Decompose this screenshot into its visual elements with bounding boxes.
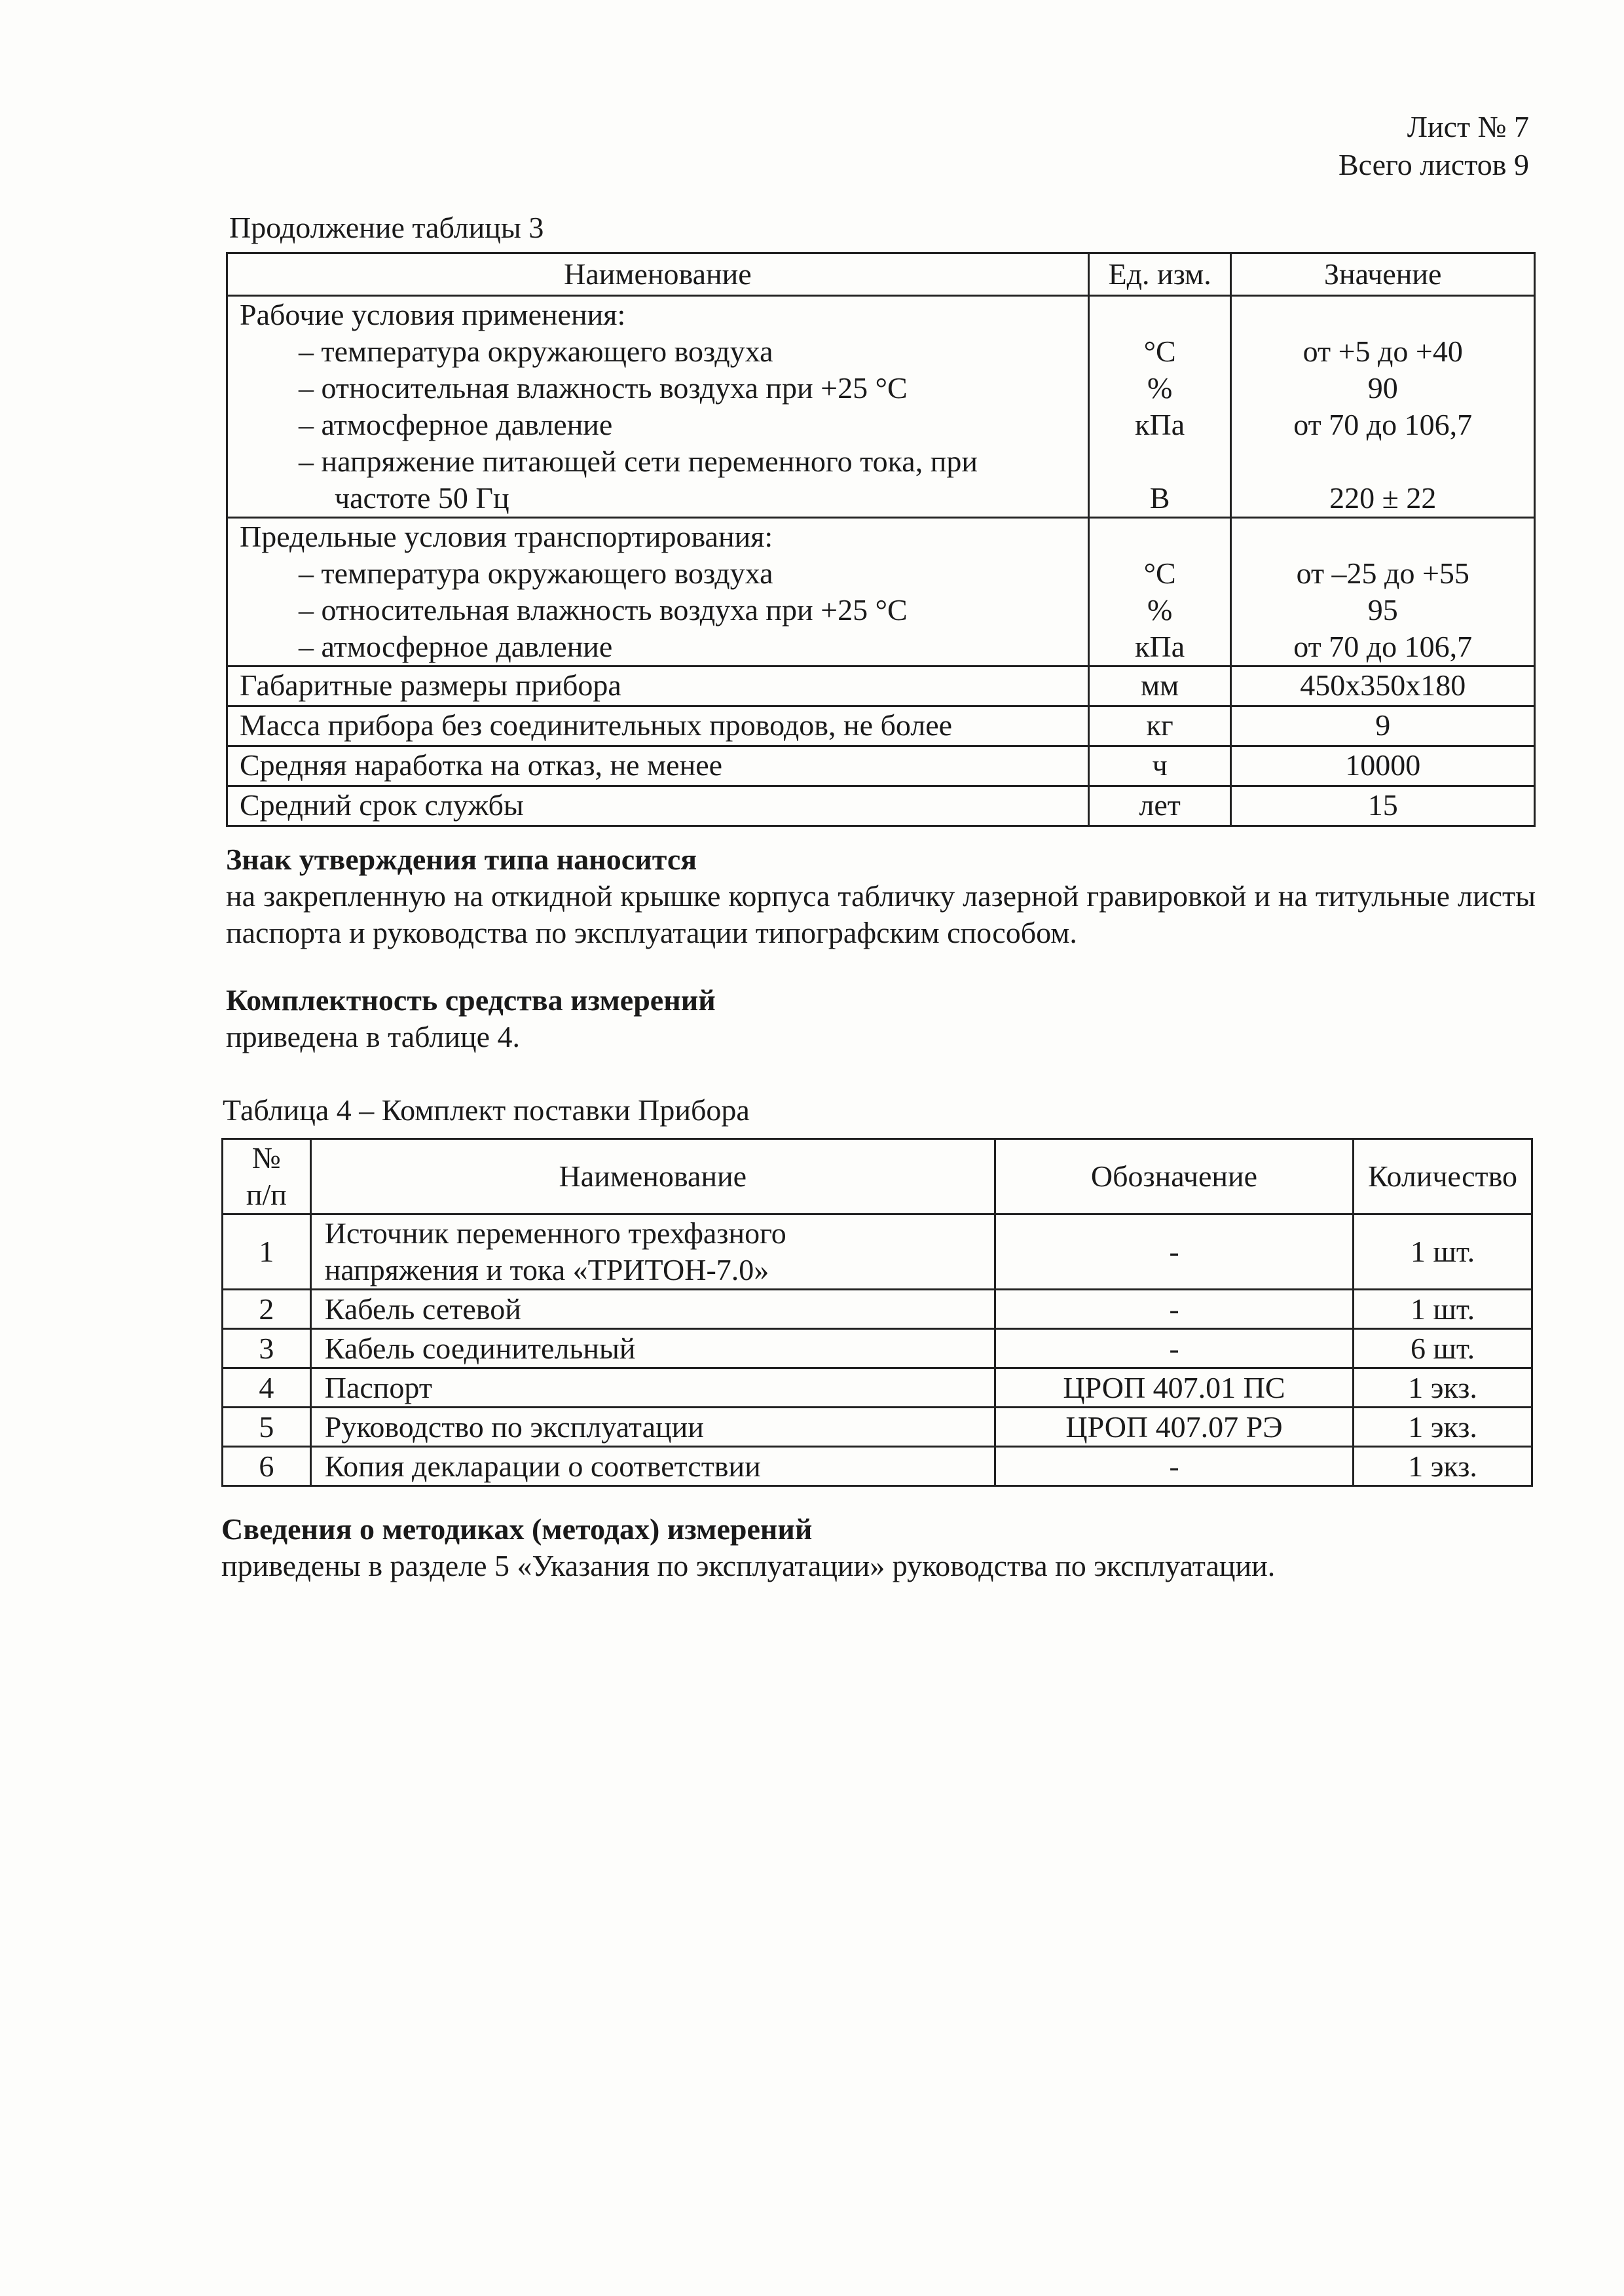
- row-value: 9: [1231, 706, 1535, 746]
- sheet-info: [1338, 108, 1529, 184]
- row-value: 15: [1231, 786, 1535, 826]
- table3-group-transport: [227, 518, 1535, 666]
- item-name: – атмосферное давление: [299, 408, 613, 441]
- row-designation: -: [995, 1329, 1353, 1368]
- table4-header-num: [223, 1139, 311, 1214]
- sheet-total: Всего листов 9: [1338, 148, 1529, 181]
- row-value: 10000: [1231, 746, 1535, 786]
- table4-header-designation: Обозначение: [995, 1139, 1353, 1214]
- item-unit: %: [1147, 593, 1173, 627]
- row-name: Средняя наработка на отказ, не менее: [227, 746, 1089, 786]
- table-row: [223, 1290, 1532, 1329]
- item-value: 95: [1367, 593, 1398, 627]
- item-unit: В: [1149, 481, 1170, 515]
- header-num-line: п/п: [246, 1178, 287, 1211]
- item-name: – температура окружающего воздуха: [299, 335, 773, 368]
- row-num: 4: [223, 1368, 311, 1408]
- group-title: Предельные условия транспортирования:: [240, 520, 773, 553]
- header-num-line: №: [251, 1141, 281, 1175]
- item-unit: кПа: [1135, 630, 1185, 663]
- table-row: [223, 1368, 1532, 1408]
- row-name-line: Источник переменного трехфазного: [324, 1216, 786, 1250]
- row-qty: 1 экз.: [1354, 1408, 1532, 1447]
- table4: [221, 1138, 1533, 1487]
- table3-caption: Продолжение таблицы 3: [229, 211, 544, 244]
- table-row: [227, 666, 1535, 706]
- row-value: 450х350х180: [1231, 666, 1535, 706]
- section-type-approval-mark: [226, 841, 1536, 951]
- row-designation: -: [995, 1290, 1353, 1329]
- row-qty: 1 экз.: [1354, 1368, 1532, 1408]
- row-designation: -: [995, 1447, 1353, 1486]
- row-qty: 1 шт.: [1354, 1290, 1532, 1329]
- table3-header-name: Наименование: [227, 253, 1089, 296]
- table4-header-row: [223, 1139, 1532, 1214]
- section-text: приведена в таблице 4.: [226, 1020, 521, 1053]
- table4-header-qty: Количество: [1354, 1139, 1532, 1214]
- sheet-number: Лист № 7: [1407, 110, 1529, 143]
- group-title: Рабочие условия применения:: [240, 298, 626, 331]
- row-name: Паспорт: [310, 1368, 995, 1408]
- group-transport-names: [227, 518, 1089, 666]
- row-qty: 1 шт.: [1354, 1214, 1532, 1290]
- section-heading: Знак утверждения типа наносится: [226, 843, 697, 876]
- table-row: [227, 706, 1535, 746]
- row-num: 1: [223, 1214, 311, 1290]
- table-row: [227, 786, 1535, 826]
- section-text: на закрепленную на откидной крышке корпуса табличку лазерной гравировкой и на титульные листы паспорта и руководства по эксплуатации типографским способом.: [226, 879, 1536, 949]
- group-operating-units: [1088, 296, 1231, 518]
- row-name: [310, 1214, 995, 1290]
- row-name: Габаритные размеры прибора: [227, 666, 1089, 706]
- item-name: – относительная влажность воздуха при +25 °С: [299, 371, 908, 405]
- item-unit: °С: [1143, 556, 1176, 590]
- table-row: [223, 1447, 1532, 1486]
- table3-header-unit: Ед. изм.: [1088, 253, 1231, 296]
- section-completeness: [226, 982, 1536, 1055]
- row-num: 2: [223, 1290, 311, 1329]
- item-unit: %: [1147, 371, 1173, 405]
- section-heading: Комплектность средства измерений: [226, 983, 716, 1017]
- section-heading: Сведения о методиках (методах) измерений: [221, 1512, 813, 1546]
- item-unit: кПа: [1135, 408, 1185, 441]
- item-name: частоте 50 Гц: [335, 481, 509, 515]
- item-value: от 70 до 106,7: [1293, 630, 1473, 663]
- row-num: 6: [223, 1447, 311, 1486]
- item-unit: °С: [1143, 335, 1176, 368]
- table3-group-operating: [227, 296, 1535, 518]
- group-operating-values: [1231, 296, 1535, 518]
- row-num: 5: [223, 1408, 311, 1447]
- row-name: Кабель соединительный: [310, 1329, 995, 1368]
- group-transport-values: [1231, 518, 1535, 666]
- row-num: 3: [223, 1329, 311, 1368]
- table-row: [223, 1408, 1532, 1447]
- item-value: от –25 до +55: [1296, 556, 1469, 590]
- row-qty: 6 шт.: [1354, 1329, 1532, 1368]
- item-name: – относительная влажность воздуха при +25 °С: [299, 593, 908, 627]
- row-qty: 1 экз.: [1354, 1447, 1532, 1486]
- table3-header-value: Значение: [1231, 253, 1535, 296]
- item-name: – напряжение питающей сети переменного тока, при: [299, 445, 978, 478]
- table3: [226, 252, 1536, 827]
- row-unit: кг: [1088, 706, 1231, 746]
- row-name: Средний срок службы: [227, 786, 1089, 826]
- item-value: от 70 до 106,7: [1293, 408, 1473, 441]
- row-name: Масса прибора без соединительных проводов, не более: [227, 706, 1089, 746]
- row-name-line: напряжения и тока «ТРИТОН-7.0»: [324, 1253, 769, 1286]
- row-designation: ЦРОП 407.01 ПС: [995, 1368, 1353, 1408]
- item-name: – температура окружающего воздуха: [299, 556, 773, 590]
- item-value: 90: [1367, 371, 1398, 405]
- item-value: от +5 до +40: [1302, 335, 1463, 368]
- item-value: 220 ± 22: [1329, 481, 1437, 515]
- table-row: [227, 746, 1535, 786]
- item-name: – атмосферное давление: [299, 630, 613, 663]
- row-unit: ч: [1088, 746, 1231, 786]
- row-designation: -: [995, 1214, 1353, 1290]
- group-transport-units: [1088, 518, 1231, 666]
- section-text: приведены в разделе 5 «Указания по эксплуатации» руководства по эксплуатации.: [221, 1549, 1276, 1582]
- table3-header-row: [227, 253, 1535, 296]
- group-operating-names: [227, 296, 1089, 518]
- table4-caption: Таблица 4 – Комплект поставки Прибора: [223, 1093, 750, 1127]
- row-designation: ЦРОП 407.07 РЭ: [995, 1408, 1353, 1447]
- row-unit: мм: [1088, 666, 1231, 706]
- row-unit: лет: [1088, 786, 1231, 826]
- row-name: Кабель сетевой: [310, 1290, 995, 1329]
- row-name: Копия декларации о соответствии: [310, 1447, 995, 1486]
- table4-header-name: Наименование: [310, 1139, 995, 1214]
- table-row: [223, 1214, 1532, 1290]
- row-name: Руководство по эксплуатации: [310, 1408, 995, 1447]
- table-row: [223, 1329, 1532, 1368]
- section-measurement-methods: [221, 1511, 1531, 1584]
